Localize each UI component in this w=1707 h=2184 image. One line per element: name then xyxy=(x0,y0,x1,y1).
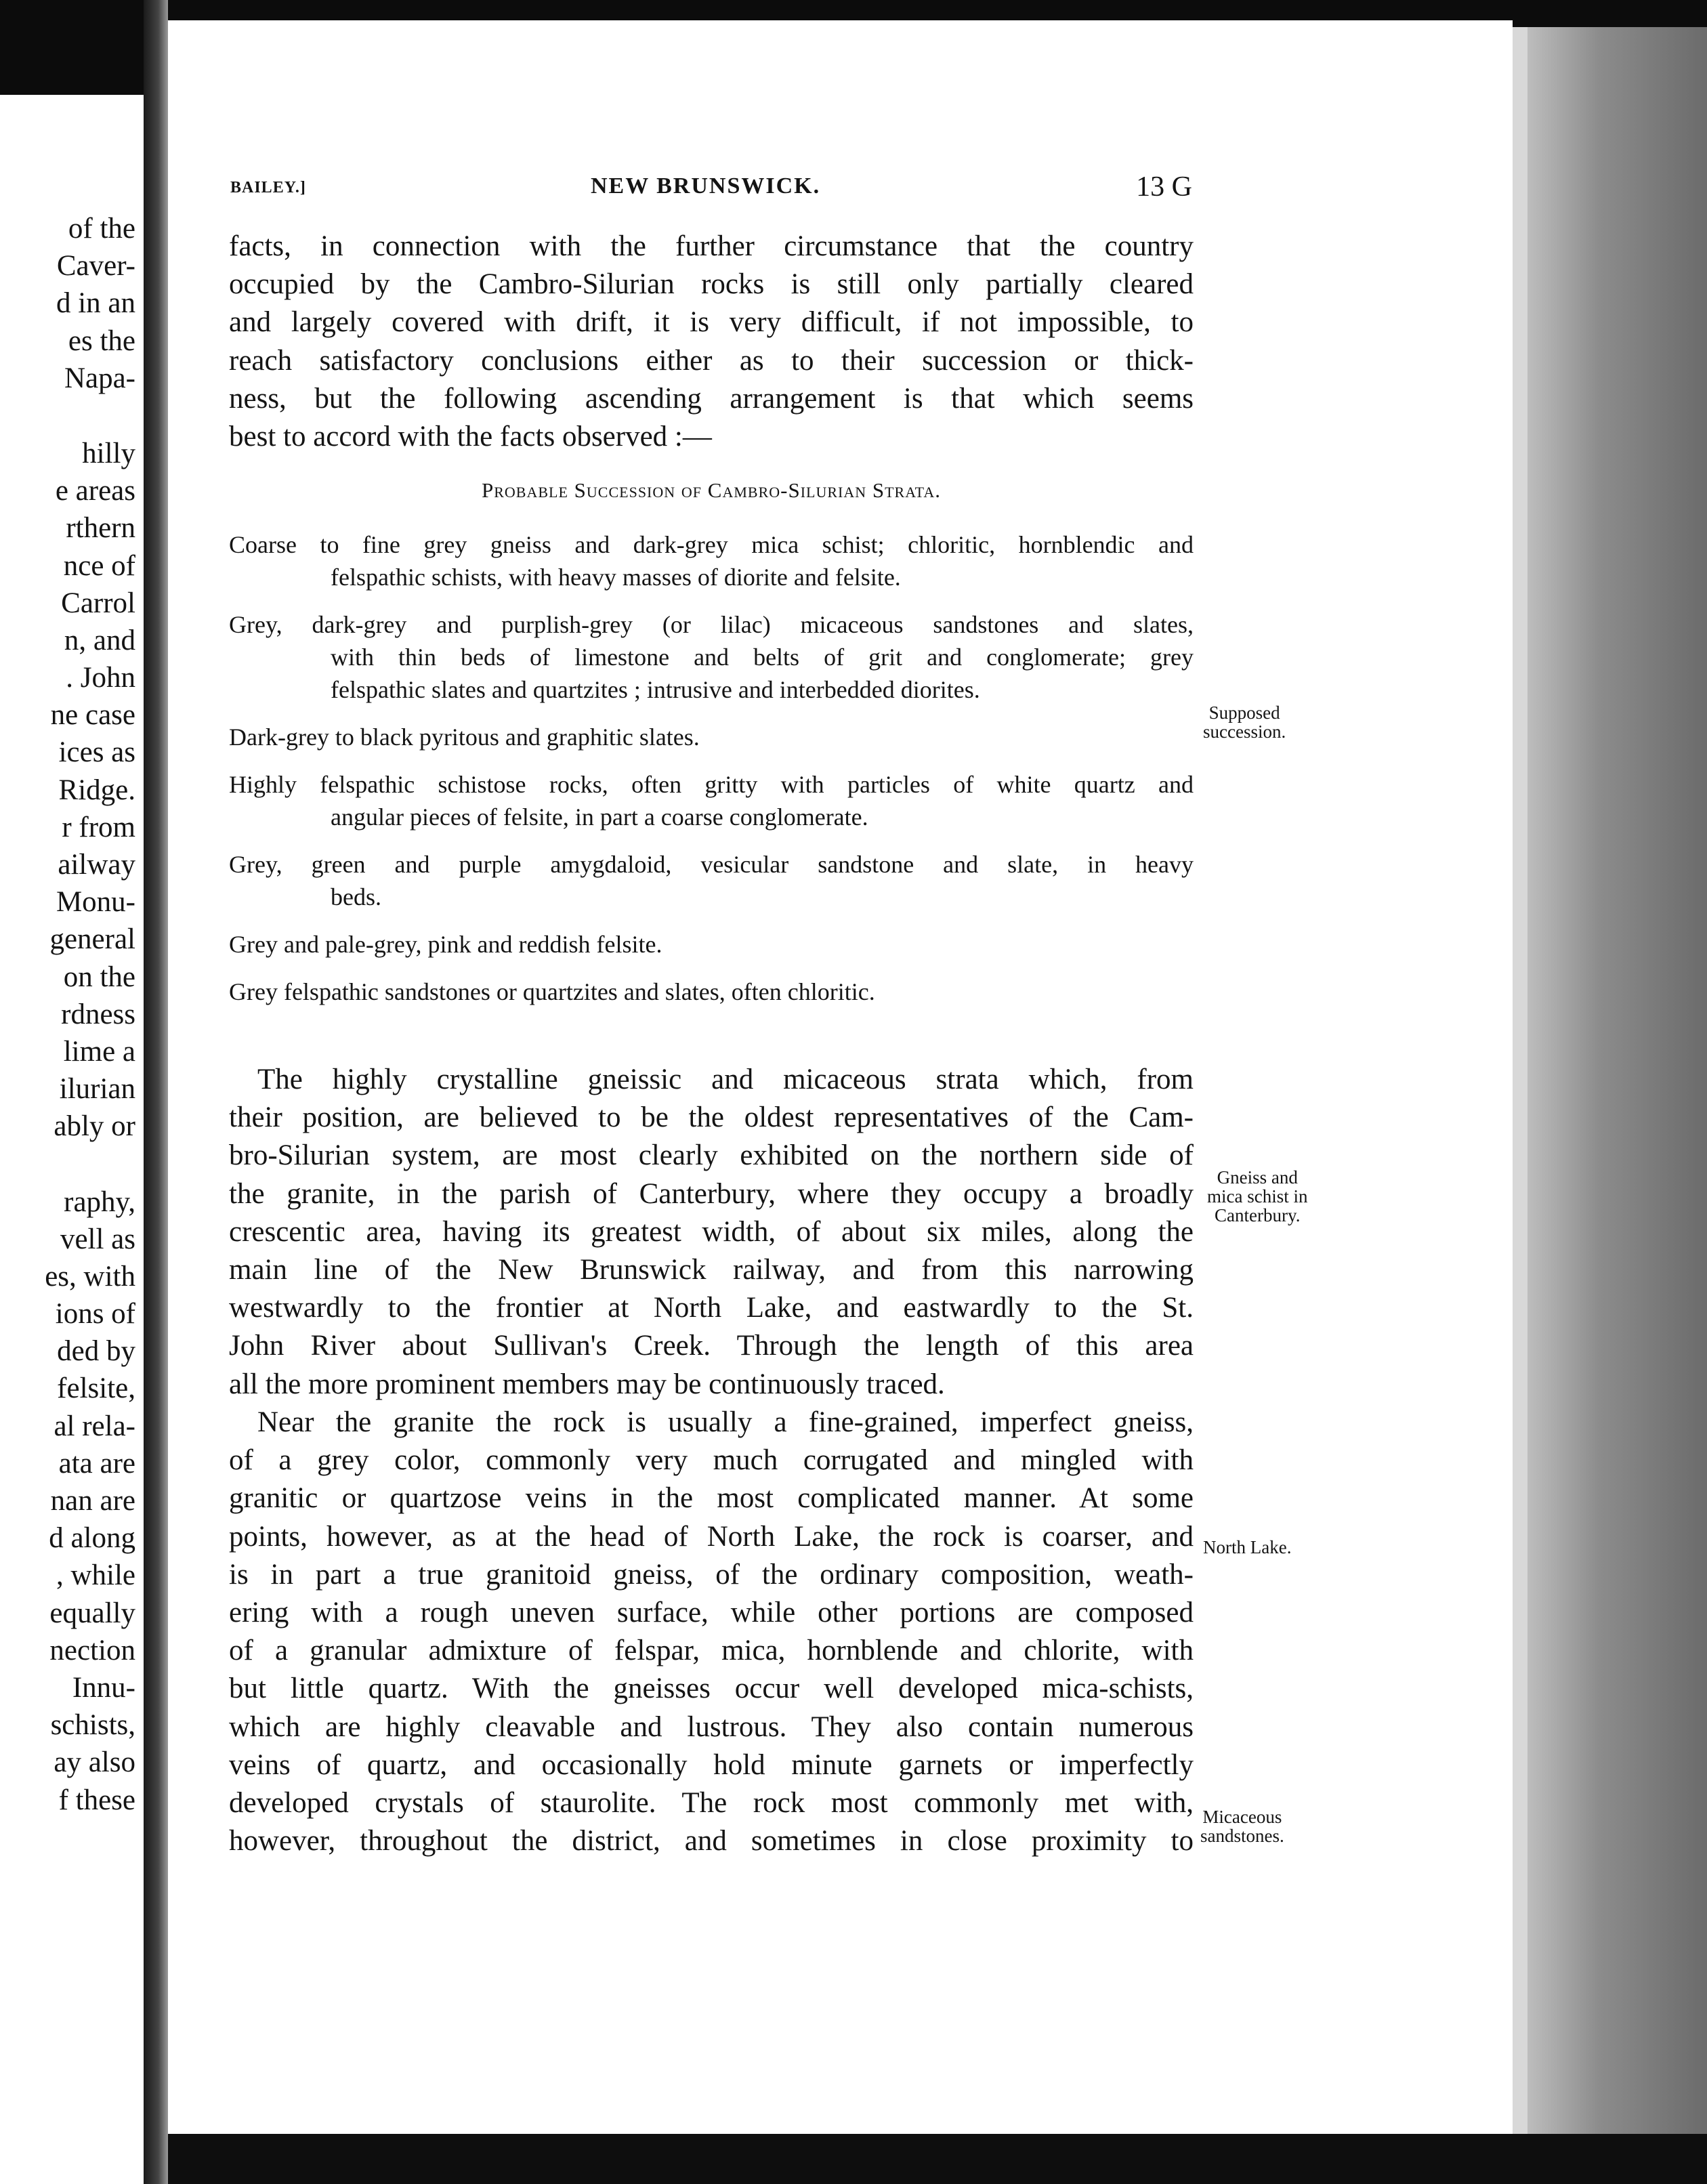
margin-note-gneiss xyxy=(1207,1168,1307,1225)
text-line: bro-Silurian system, are most clearly exhibited on the northern side of xyxy=(229,1139,1194,1172)
text-line: The highly crystalline gneissic and micaceous strata which, from xyxy=(257,1064,1194,1095)
facing-page-line: nection xyxy=(49,1634,135,1666)
facing-page-line: al rela- xyxy=(54,1410,135,1442)
text-line: westwardly to the frontier at North Lake, and eastwardly to the St. xyxy=(229,1292,1194,1324)
page-number: 13 G xyxy=(1136,171,1192,203)
facing-page-line: Monu- xyxy=(56,886,135,919)
text-line: facts, in connection with the further circumstance that the country xyxy=(229,230,1194,262)
text-line: developed crystals of staurolite. The rock most commonly met with, xyxy=(229,1786,1194,1819)
stratum-line: beds. xyxy=(331,883,381,910)
running-title: NEW BRUNSWICK. xyxy=(591,173,821,198)
facing-page-line: ailway xyxy=(58,849,135,881)
facing-page-line: n, and xyxy=(64,624,135,656)
facing-page-line: nan are xyxy=(50,1485,135,1517)
scan-bottom-border xyxy=(168,2134,1707,2184)
facing-page-line: felsite, xyxy=(57,1372,135,1405)
facing-page-line: vell as xyxy=(60,1223,135,1255)
margin-note-line: succession. xyxy=(1203,721,1286,742)
margin-note-line: North Lake. xyxy=(1203,1537,1292,1557)
facing-page-line: rdness xyxy=(61,998,135,1030)
facing-page-line: e areas xyxy=(55,475,135,507)
facing-page-line: raphy, xyxy=(64,1185,135,1218)
facing-page-text xyxy=(0,210,135,1819)
stratum-entry xyxy=(229,848,1194,913)
text-line: all the more prominent members may be continuously traced. xyxy=(229,1368,945,1400)
facing-page-line: r from xyxy=(62,811,135,843)
paragraph-gap xyxy=(0,1146,135,1183)
stratum-line: Dark-grey to black pyritous and graphitic slates. xyxy=(229,723,700,751)
stratum-entry xyxy=(229,528,1194,593)
margin-note-north-lake xyxy=(1203,1538,1291,1557)
facing-page-line: f these xyxy=(58,1784,135,1816)
facing-page-line: ably or xyxy=(54,1110,135,1143)
stratum-line: felspathic slates and quartzites ; intrusive and interbedded diorites. xyxy=(331,676,980,703)
text-line: the granite, in the parish of Canterbury, where they occupy a broadly xyxy=(229,1177,1194,1210)
facing-page-line: Ridge. xyxy=(58,774,135,806)
text-line: ness, but the following ascending arrangement is that which seems xyxy=(229,382,1194,415)
facing-page-line: . John xyxy=(66,662,135,694)
text-line: crescentic area, having its greatest width, of about six miles, along the xyxy=(229,1215,1194,1248)
facing-page-line: ne case xyxy=(50,699,135,732)
text-line: points, however, as at the head of North Lake, the rock is coarser, and xyxy=(229,1520,1194,1553)
margin-note-line: Gneiss and xyxy=(1217,1167,1298,1188)
stratum-entry xyxy=(229,975,1194,1008)
facing-page-line: ices as xyxy=(58,736,135,769)
text-line: which are highly cleavable and lustrous. They also contain numerous xyxy=(229,1710,1194,1743)
facing-page-line: of the xyxy=(68,213,135,245)
text-line: occupied by the Cambro-Silurian rocks is still only partially cleared xyxy=(229,268,1194,301)
margin-note-line: sandstones. xyxy=(1200,1826,1284,1846)
stratum-entry xyxy=(229,721,1194,753)
text-line: ering with a rough uneven surface, while other portions are composed xyxy=(229,1596,1194,1629)
margin-note-line: mica schist in xyxy=(1207,1186,1308,1206)
facing-page-line: lime a xyxy=(63,1035,135,1068)
paragraph-north-lake xyxy=(229,1404,1194,1860)
strata-heading: Probable Succession of Cambro-Silurian Strata. xyxy=(482,478,941,502)
facing-page-line: ata are xyxy=(58,1447,135,1479)
stratum-line: angular pieces of felsite, in part a coarse conglomerate. xyxy=(331,803,868,831)
facing-page-line: hilly xyxy=(82,437,135,469)
facing-page-line: es the xyxy=(68,324,135,357)
intro-paragraph xyxy=(229,228,1194,456)
stratum-entry xyxy=(229,768,1194,833)
facing-page-line: d along xyxy=(49,1522,135,1555)
text-line: best to accord with the facts observed :— xyxy=(229,420,712,453)
text-line: however, throughout the district, and sometimes in close proximity to xyxy=(229,1825,1194,1857)
stratum-entry xyxy=(229,928,1194,961)
stratum-line: Coarse to fine grey gneiss and dark-grey mica schist; chloritic, hornblendic and xyxy=(229,531,1194,558)
facing-page-line: ions of xyxy=(55,1298,135,1330)
author-tag: BAILEY.] xyxy=(230,179,306,196)
facing-page-line: Carrol xyxy=(61,587,135,619)
facing-page-line: , while xyxy=(56,1559,135,1592)
stratum-line: Grey, green and purple amygdaloid, vesicular sandstone and slate, in heavy xyxy=(229,851,1194,878)
paragraph-canterbury xyxy=(229,1061,1194,1404)
text-line: veins of quartz, and occasionally hold minute garnets or imperfectly xyxy=(229,1748,1194,1781)
text-line: is in part a true granitoid gneiss, of the ordinary composition, weath- xyxy=(229,1558,1194,1591)
stratum-line: felspathic schists, with heavy masses of diorite and felsite. xyxy=(331,564,901,591)
facing-page-line: ded by xyxy=(57,1335,135,1368)
margin-note-line: Supposed xyxy=(1208,702,1280,723)
stratum-line: with thin beds of limestone and belts of grit and conglomerate; grey xyxy=(331,644,1194,671)
stratum-line: Grey and pale-grey, pink and reddish felsite. xyxy=(229,931,662,958)
facing-page-line: ay also xyxy=(54,1746,135,1779)
text-line: and largely covered with drift, it is very difficult, if not impossible, to xyxy=(229,306,1194,339)
running-header xyxy=(230,171,1192,205)
facing-page-line: Napa- xyxy=(64,362,135,394)
margin-note-micaceous xyxy=(1200,1807,1284,1845)
margin-note-line: Canterbury. xyxy=(1215,1205,1301,1225)
facing-page-line: Caver- xyxy=(56,250,135,282)
text-line: their position, are believed to be the oldest representatives of the Cam- xyxy=(229,1101,1194,1134)
paragraph-gap xyxy=(0,397,135,435)
page-edge xyxy=(1513,27,1527,2184)
facing-page-line: nce of xyxy=(63,549,135,582)
stratum-line: Grey, dark-grey and purplish-grey (or lilac) micaceous sandstones and slates, xyxy=(229,611,1194,638)
strata-list xyxy=(229,528,1194,1023)
facing-page-line: rthern xyxy=(66,512,135,545)
facing-page-line: schists, xyxy=(50,1709,135,1742)
margin-note-line: Micaceous xyxy=(1202,1807,1282,1827)
margin-note-supposed xyxy=(1203,703,1286,741)
facing-page-line: ilurian xyxy=(59,1073,135,1106)
gutter-shadow xyxy=(144,0,168,2184)
text-line: Near the granite the rock is usually a fine-grained, imperfect gneiss, xyxy=(257,1406,1194,1438)
text-line: but little quartz. With the gneisses occur well developed mica-schists, xyxy=(229,1673,1194,1705)
book-edge xyxy=(1527,27,1707,2184)
facing-page-line: on the xyxy=(63,961,135,993)
facing-page-line: general xyxy=(49,923,135,956)
facing-page-line: Innu- xyxy=(72,1671,135,1704)
text-line: John River about Sullivan's Creek. Through the length of this area xyxy=(229,1330,1194,1362)
stratum-line: Highly felspathic schistose rocks, often gritty with particles of white quartz and xyxy=(229,771,1194,798)
facing-page-line: es, with xyxy=(45,1260,135,1293)
text-line: main line of the New Brunswick railway, and from this narrowing xyxy=(229,1253,1194,1286)
stratum-line: Grey felspathic sandstones or quartzites and slates, often chloritic. xyxy=(229,978,875,1005)
stratum-entry xyxy=(229,608,1194,706)
text-line: reach satisfactory conclusions either as to their succession or thick- xyxy=(229,344,1194,377)
text-line: of a grey color, commonly very much corrugated and mingled with xyxy=(229,1444,1194,1477)
facing-page-line: d in an xyxy=(56,287,135,320)
text-line: of a granular admixture of felspar, mica, hornblende and chlorite, with xyxy=(229,1635,1194,1667)
text-line: granitic or quartzose veins in the most complicated manner. At some xyxy=(229,1482,1194,1515)
facing-page-line: equally xyxy=(49,1597,135,1629)
